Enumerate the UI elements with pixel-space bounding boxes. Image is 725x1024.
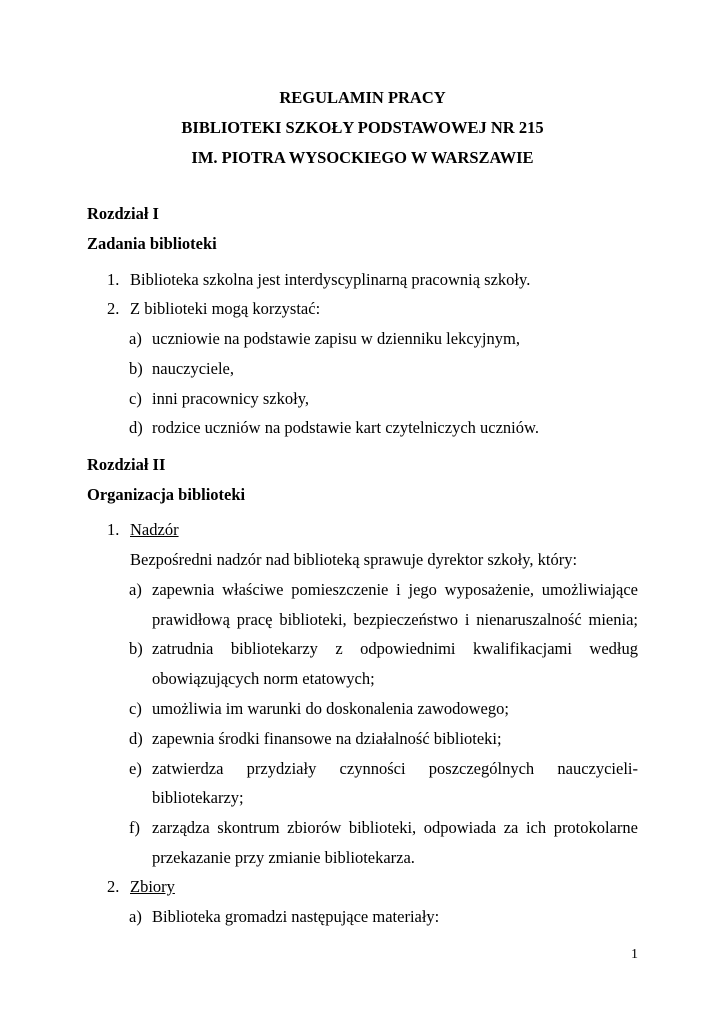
sub-item-text: uczniowie na podstawie zapisu w dzienniku lekcyjnym, (152, 329, 520, 348)
sub-item-text: prawidłową pracę biblioteki, bezpieczeństwo i nienaruszalność mienia; (152, 610, 638, 629)
sub-item-text: zatrudnia bibliotekarzy z odpowiednimi kwalifikacjami według (152, 639, 638, 658)
sub-item-mark: b) (129, 359, 143, 378)
item-number: 1. (107, 270, 120, 289)
title-line-3: IM. PIOTRA WYSOCKIEGO W WARSZAWIE (191, 148, 534, 167)
sub-item-mark: b) (129, 639, 143, 658)
sub-item-text: zarządza skontrum zbiorów biblioteki, odpowiada za ich protokolarne (152, 818, 638, 837)
sub-item-text: bibliotekarzy; (152, 788, 244, 807)
intro-text: Bezpośredni nadzór nad biblioteką sprawuje dyrektor szkoły, który: (130, 550, 578, 569)
sub-item-text: nauczyciele, (152, 359, 234, 378)
chapter-1-number: Rozdział I (87, 204, 159, 223)
sub-item-mark: c) (129, 699, 142, 718)
chapter-1-name: Zadania biblioteki (87, 234, 217, 253)
sub-item-text: przekazanie przy zmianie bibliotekarza. (152, 848, 415, 867)
item-text: Biblioteka szkolna jest interdyscyplinarną pracownią szkoły. (130, 270, 531, 289)
sub-item-text: umożliwia im warunki do doskonalenia zawodowego; (152, 699, 509, 718)
sub-item-text: inni pracownicy szkoły, (152, 389, 310, 408)
sub-item-text: zapewnia właściwe pomieszczenie i jego wyposażenie, umożliwiające (152, 580, 638, 599)
sub-item-mark: f) (129, 818, 140, 837)
sub-item-text: obowiązujących norm etatowych; (152, 669, 375, 688)
section-title: Zbiory (130, 877, 175, 896)
sub-item-mark: a) (129, 329, 142, 348)
item-number: 2. (107, 299, 120, 318)
sub-item-mark: c) (129, 389, 142, 408)
title-line-1: REGULAMIN PRACY (279, 88, 446, 107)
chapter-2-number: Rozdział II (87, 455, 166, 474)
section-number: 2. (107, 877, 120, 896)
item-text: Z biblioteki mogą korzystać: (130, 299, 321, 318)
chapter-2-name: Organizacja biblioteki (87, 485, 246, 504)
sub-item-mark: a) (129, 907, 142, 926)
sub-item-text: zapewnia środki finansowe na działalność biblioteki; (152, 729, 502, 748)
sub-item-mark: a) (129, 580, 142, 599)
page-number: 1 (631, 947, 638, 962)
sub-item-text: Biblioteka gromadzi następujące materiały: (152, 907, 440, 926)
section-title: Nadzór (130, 520, 179, 539)
sub-item-text: rodzice uczniów na podstawie kart czytelniczych uczniów. (152, 418, 539, 437)
sub-item-mark: e) (129, 759, 142, 778)
sub-item-mark: d) (129, 729, 143, 748)
sub-item-text: zatwierdza przydziały czynności poszczególnych nauczycieli- (152, 759, 638, 778)
title-line-2: BIBLIOTEKI SZKOŁY PODSTAWOWEJ NR 215 (181, 118, 544, 137)
section-number: 1. (107, 520, 120, 539)
sub-item-mark: d) (129, 418, 143, 437)
